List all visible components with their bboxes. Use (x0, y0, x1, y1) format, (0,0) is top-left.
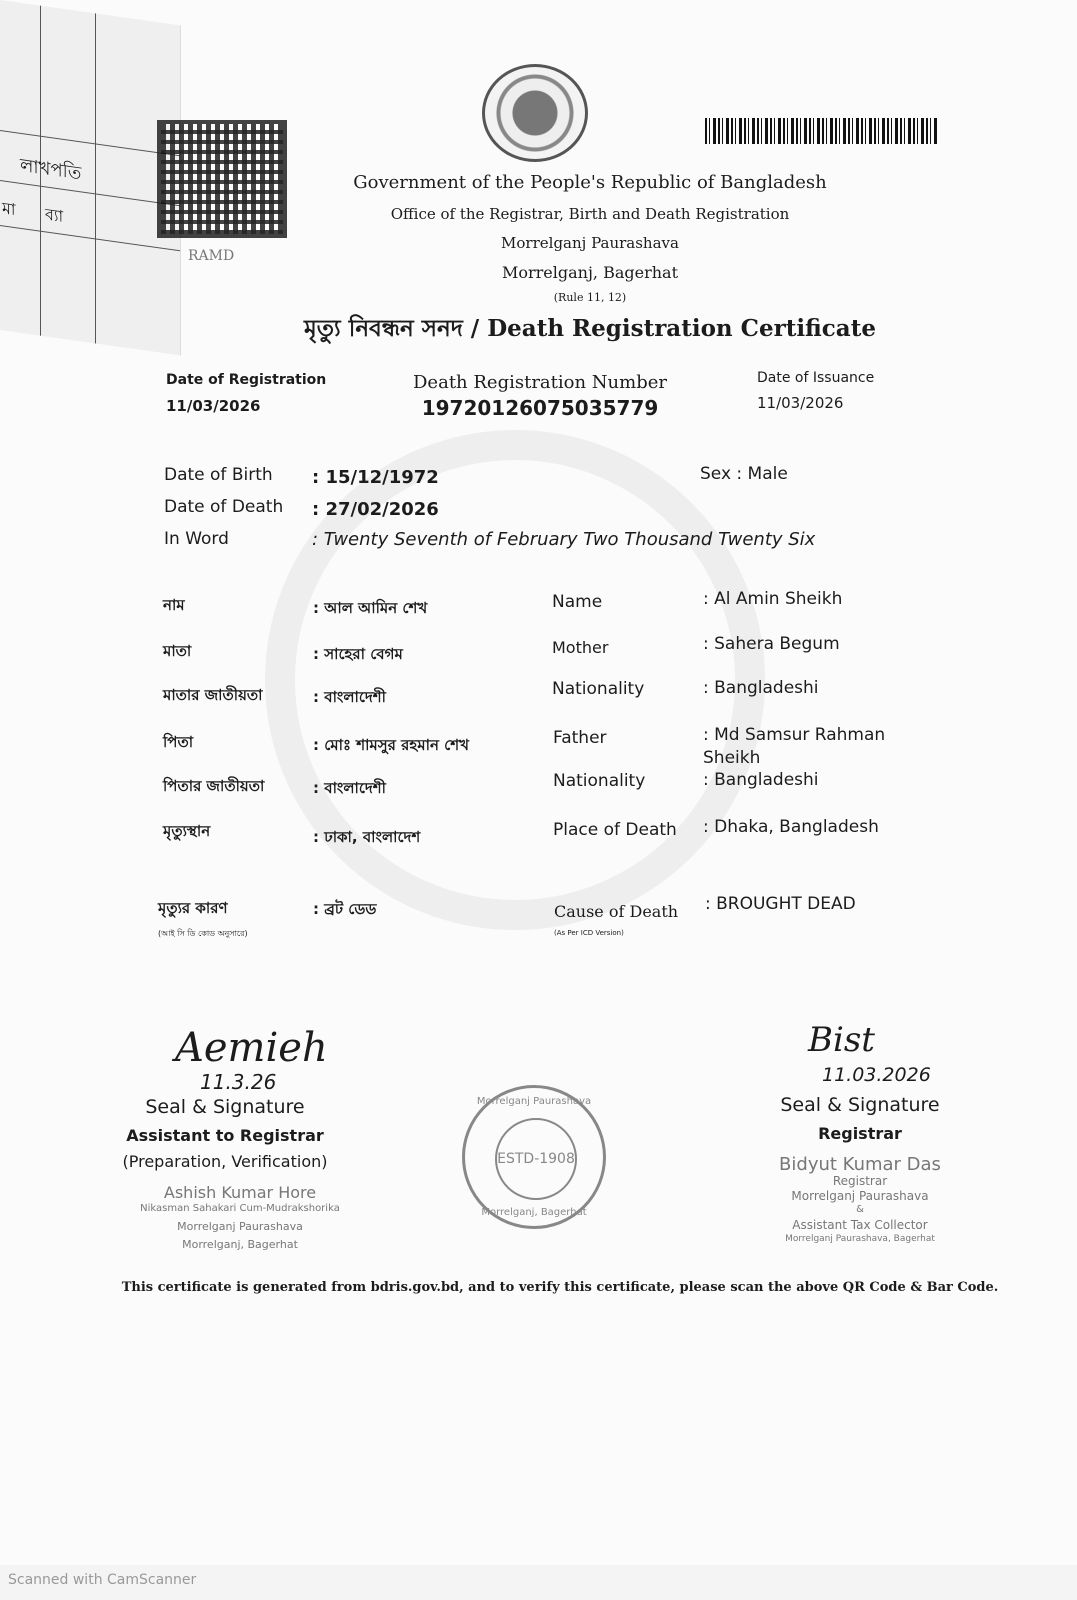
qr-code (157, 120, 287, 238)
cause-of-death-label: Cause of Death (554, 902, 679, 921)
assistant-role-sub: (Preparation, Verification) (122, 1152, 328, 1171)
father-value: : Md Samsur Rahman Sheikh (703, 725, 886, 768)
paurashava-stamp (462, 1085, 606, 1229)
bn-place-of-death-label: মৃত্যুস্থান (163, 822, 211, 840)
stamp-top-text: Morrelganj Paurashava (476, 1096, 592, 1107)
office-name: Office of the Registrar, Birth and Death Registration (390, 205, 790, 223)
bn-father-value: : মোঃ শামসুর রহমান শেখ (313, 736, 469, 754)
father-nationality-label: Nationality (553, 771, 646, 791)
assistant-office: Morrelganj Paurashava (177, 1220, 303, 1233)
rule-reference: (Rule 11, 12) (553, 291, 627, 304)
registration-number-value: 19720126075035779 (421, 396, 659, 420)
dob-label: Date of Birth (164, 465, 273, 485)
registration-number-label: Death Registration Number (413, 372, 667, 393)
issuance-date-value: 11/03/2026 (757, 394, 844, 412)
name-value: : Al Amin Sheikh (703, 589, 843, 609)
in-word-value: : Twenty Seventh of February Two Thousand Twenty Six (312, 529, 816, 550)
assistant-location: Morrelganj, Bagerhat (182, 1238, 298, 1251)
father-label: Father (553, 728, 607, 748)
stamp-center-text: ESTD-1908 (497, 1151, 575, 1167)
assistant-role: Assistant to Registrar (126, 1126, 324, 1145)
registrar-name: Bidyut Kumar Das (779, 1154, 941, 1175)
bn-mother-label: মাতা (163, 642, 192, 660)
camscanner-watermark: Scanned with CamScanner (8, 1572, 197, 1588)
background-sheet (0, 0, 181, 355)
bn-father-label: পিতা (163, 733, 194, 751)
stamp-bottom-text: Morrelganj, Bagerhat (481, 1207, 587, 1218)
mother-label: Mother (552, 638, 609, 657)
registration-date-value: 11/03/2026 (166, 397, 261, 415)
sheet-text: মা (2, 198, 16, 220)
registrar-office: Morrelganj Paurashava (791, 1189, 929, 1203)
registrar-seal-label: Seal & Signature (780, 1094, 940, 1116)
registrar-role: Registrar (818, 1124, 902, 1143)
bn-icd-note: (আই সি ডি কোড অনুসারে) (158, 929, 248, 938)
dod-label: Date of Death (164, 497, 284, 517)
bn-cause-of-death-label: মৃত্যুর কারণ (158, 899, 228, 917)
registrar-ampersand: & (856, 1204, 864, 1215)
barcode (705, 118, 937, 144)
sheet-text: লাখপতি (20, 154, 82, 185)
bn-father-nationality-value: : বাংলাদেশী (313, 779, 386, 797)
mother-nationality-label: Nationality (552, 679, 645, 699)
sex-value: Sex : Male (700, 464, 788, 484)
assistant-seal-label: Seal & Signature (145, 1096, 305, 1118)
mother-nationality-value: : Bangladeshi (703, 678, 819, 698)
assistant-name: Ashish Kumar Hore (163, 1183, 317, 1202)
bn-cause-of-death-value: : ব্রট ডেড (313, 900, 377, 918)
bn-mother-nationality-label: মাতার জাতীয়তা (163, 686, 263, 704)
bn-name-label: নাম (163, 596, 185, 614)
bn-father-nationality-label: পিতার জাতীয়তা (163, 777, 265, 795)
certificate-title: মৃত্যু নিবন্ধন সনদ / Death Registration Certificate (304, 315, 876, 342)
registrar-title-2: Assistant Tax Collector (792, 1218, 928, 1232)
father-nationality-value: : Bangladeshi (703, 770, 819, 790)
issuance-date-label: Date of Issuance (757, 370, 875, 386)
registrar-location: Morrelganj Paurashava, Bagerhat (785, 1234, 935, 1244)
office-location: Morrelganj, Bagerhat (501, 263, 679, 282)
registration-date-label: Date of Registration (166, 372, 327, 388)
bn-mother-nationality-value: : বাংলাদেশী (313, 688, 386, 706)
dob-value: : 15/12/1972 (312, 467, 439, 488)
registrar-title: Registrar (832, 1174, 888, 1188)
icd-note: (As Per ICD Version) (554, 929, 624, 937)
name-label: Name (552, 592, 603, 612)
government-name: Government of the People's Republic of Bangladesh (353, 172, 827, 193)
bn-name-value: : আল আমিন শেখ (313, 599, 428, 617)
place-of-death-value: : Dhaka, Bangladesh (703, 817, 879, 837)
in-word-label: In Word (164, 529, 229, 549)
dod-value: : 27/02/2026 (312, 499, 439, 520)
registrar-signature-date: 11.03.2026 (822, 1064, 931, 1086)
registrar-signature: Bist (808, 1020, 875, 1060)
assistant-signature-date: 11.3.26 (200, 1070, 277, 1094)
bn-mother-value: : সাহেরা বেগম (313, 645, 403, 663)
government-emblem (482, 64, 588, 162)
verification-note: This certificate is generated from bdris.gov.bd, and to verify this certificate, please scan the above QR Code & Bar Code. (121, 1280, 999, 1295)
assistant-title: Nikasman Sahakari Cum-Mudrakshorika (140, 1203, 340, 1214)
mother-value: : Sahera Begum (703, 634, 840, 654)
bn-place-of-death-value: : ঢাকা, বাংলাদেশ (313, 828, 421, 846)
qr-caption: RAMD (188, 248, 235, 264)
cause-of-death-value: : BROUGHT DEAD (705, 894, 856, 914)
sheet-text: ব্যা (45, 204, 64, 226)
place-of-death-label: Place of Death (553, 820, 677, 840)
paurashava-name: Morrelganj Paurashava (501, 234, 679, 252)
assistant-signature: Aemieh (175, 1025, 328, 1071)
